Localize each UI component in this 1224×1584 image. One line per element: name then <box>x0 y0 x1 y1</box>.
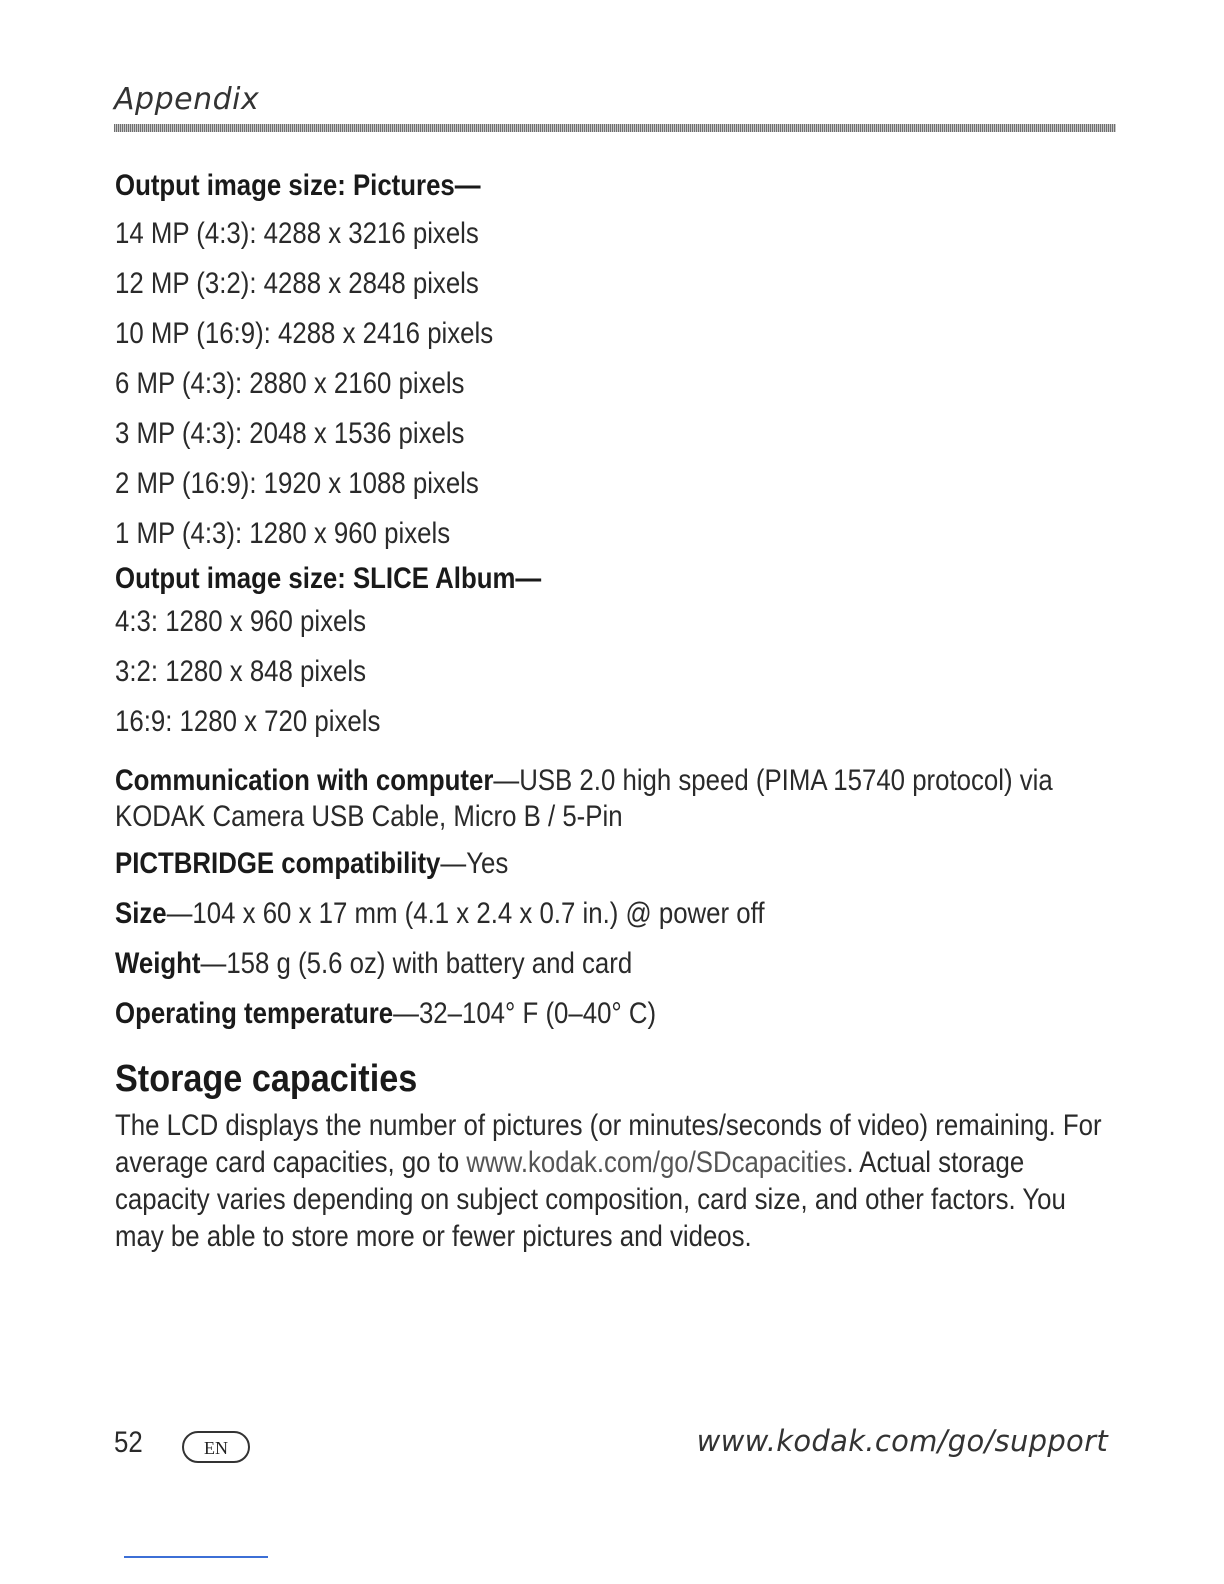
paragraph-text: . Actual storage capacity varies depending on subject composition, card size, and other factors. You may be able to store more or fewer pictures and videos. <box>115 1146 1066 1253</box>
header-rule <box>114 124 1116 132</box>
running-head: Appendix <box>114 82 260 117</box>
weight-spec <box>115 939 975 989</box>
page-number: 52 <box>114 1426 143 1459</box>
spec-value: —158 g (5.6 oz) with battery and card <box>200 947 633 980</box>
list-item: 2 MP (16:9): 1920 x 1088 pixels <box>115 467 479 500</box>
list-item: 4:3: 1280 x 960 pixels <box>115 605 367 638</box>
spec-label: PICTBRIDGE compatibility <box>115 847 441 880</box>
list-item: 6 MP (4:3): 2880 x 2160 pixels <box>115 367 465 400</box>
slice-size-heading: Output image size: SLICE Album— <box>115 562 542 595</box>
paragraph-text: The LCD displays the number of pictures (or minutes/seconds of video) remaining. For average card capacities, go to <box>115 1109 1102 1179</box>
spec-value: —32–104° F (0–40° C) <box>393 997 657 1030</box>
storage-capacities-heading: Storage capacities <box>115 1058 418 1100</box>
list-item: 10 MP (16:9): 4288 x 2416 pixels <box>115 317 494 350</box>
communication-spec <box>115 763 1115 835</box>
specifications-content <box>115 163 1115 1255</box>
storage-capacities-paragraph <box>115 1107 1115 1255</box>
size-spec <box>115 889 975 939</box>
language-badge-label: EN <box>204 1438 228 1458</box>
pictbridge-spec <box>115 839 975 889</box>
sdcapacities-link[interactable]: www.kodak.com/go/SDcapacities <box>466 1146 847 1179</box>
slice-size-list <box>115 597 1115 747</box>
language-badge-icon <box>181 1430 251 1464</box>
scan-edge-line <box>124 1556 268 1558</box>
list-item: 3:2: 1280 x 848 pixels <box>115 655 367 688</box>
spec-label: Weight <box>115 947 201 980</box>
temperature-spec <box>115 989 975 1039</box>
spec-label: Communication with computer <box>115 764 494 797</box>
list-item: 14 MP (4:3): 4288 x 3216 pixels <box>115 217 479 250</box>
support-url[interactable]: www.kodak.com/go/support <box>696 1424 1108 1458</box>
spec-value: —USB 2.0 high speed (PIMA 15740 protocol) via KODAK Camera USB Cable, Micro B / 5-Pin <box>115 764 1053 833</box>
spec-label: Operating temperature <box>115 997 394 1030</box>
pictures-size-heading: Output image size: Pictures— <box>115 169 481 202</box>
spec-value: —Yes <box>440 847 509 880</box>
spec-label: Size <box>115 897 167 930</box>
list-item: 1 MP (4:3): 1280 x 960 pixels <box>115 517 451 550</box>
list-item: 16:9: 1280 x 720 pixels <box>115 705 381 738</box>
list-item: 3 MP (4:3): 2048 x 1536 pixels <box>115 417 465 450</box>
spec-value: —104 x 60 x 17 mm (4.1 x 2.4 x 0.7 in.) @ power off <box>166 897 765 930</box>
list-item: 12 MP (3:2): 4288 x 2848 pixels <box>115 267 479 300</box>
pictures-size-list <box>115 209 1115 559</box>
